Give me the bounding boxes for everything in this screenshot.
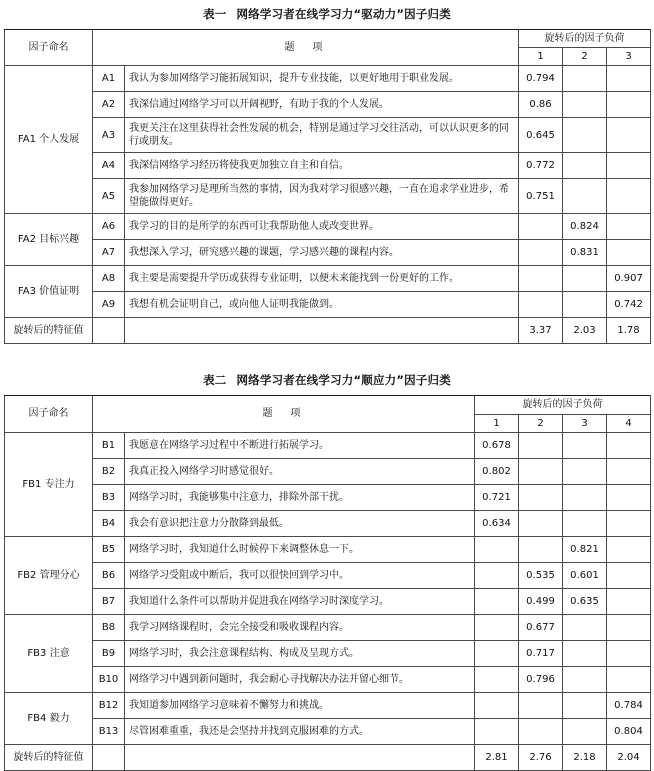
loading-value: 0.784: [607, 692, 651, 718]
item-code: B3: [93, 484, 125, 510]
loading-value: [519, 240, 563, 266]
table-1-header-col-3: 3: [607, 48, 651, 66]
loading-value: 0.804: [607, 718, 651, 744]
item-text: 我参加网络学习是理所当然的事情，因为我对学习很感兴趣，一直在追求学业进步，希望能做得更好。: [125, 179, 519, 214]
table-2-eigen-row: [5, 744, 651, 770]
item-code: A1: [93, 66, 125, 92]
eigen-value: 2.04: [607, 744, 651, 770]
loading-value: [607, 179, 651, 214]
loading-value: [607, 240, 651, 266]
loading-value: [563, 292, 607, 318]
table-block-2: [4, 366, 650, 770]
loading-value: [563, 666, 607, 692]
item-text: 我想深入学习，研究感兴趣的课题，学习感兴趣的课程内容。: [125, 240, 519, 266]
table-row: [5, 214, 651, 240]
loading-value: [563, 510, 607, 536]
loading-value: [607, 118, 651, 153]
loading-value: [475, 640, 519, 666]
table-row: [5, 66, 651, 92]
item-code: A8: [93, 266, 125, 292]
table-row: [5, 536, 651, 562]
table-1-group-2-name: FA3 价值证明: [5, 266, 93, 318]
table-1-header-row-1: [5, 30, 651, 48]
table-row: [5, 266, 651, 292]
item-text: 我深信通过网络学习可以开阔视野，有助于我的个人发展。: [125, 92, 519, 118]
item-text: 我知道参加网络学习意味着不懈努力和挑战。: [125, 692, 475, 718]
loading-value: [607, 66, 651, 92]
table-2-header-row-1: [5, 396, 651, 414]
table-2-header-col-4: 4: [607, 414, 651, 432]
table-row: [5, 666, 651, 692]
loading-value: [519, 266, 563, 292]
item-text: 我深信网络学习经历将使我更加独立自主和自信。: [125, 153, 519, 179]
loading-value: [607, 640, 651, 666]
loading-value: 0.772: [519, 153, 563, 179]
item-text: 我会有意识把注意力分散降到最低。: [125, 510, 475, 536]
table-1-eigen-label: 旋转后的特征值: [5, 318, 93, 344]
table-2-header-col-1: 1: [475, 414, 519, 432]
item-code: B7: [93, 588, 125, 614]
item-text: 我学习网络课程时，会完全接受和吸收课程内容。: [125, 614, 475, 640]
table-row: [5, 614, 651, 640]
item-code: B10: [93, 666, 125, 692]
item-text: 我认为参加网络学习能拓展知识，提升专业技能，以更好地用于职业发展。: [125, 66, 519, 92]
item-text: 我知道什么条件可以帮助并促进我在网络学习时深度学习。: [125, 588, 475, 614]
item-code: B1: [93, 432, 125, 458]
item-text: 网络学习时，我能够集中注意力，排除外部干扰。: [125, 484, 475, 510]
table-row: [5, 640, 651, 666]
loading-value: [563, 153, 607, 179]
item-text: 网络学习时，我知道什么时候停下来调整休息一下。: [125, 536, 475, 562]
table-2-group-3-name: FB4 毅力: [5, 692, 93, 744]
eigen-spacer-code: [93, 318, 125, 344]
item-code: A4: [93, 153, 125, 179]
table-1-title-number: 表一: [203, 7, 227, 21]
loading-value: 0.721: [475, 484, 519, 510]
loading-value: [607, 666, 651, 692]
loading-value: [519, 432, 563, 458]
loading-value: [563, 432, 607, 458]
loading-value: [475, 588, 519, 614]
loading-value: [607, 214, 651, 240]
loading-value: [519, 536, 563, 562]
table-row: [5, 432, 651, 458]
item-code: A6: [93, 214, 125, 240]
table-row: [5, 692, 651, 718]
loading-value: [607, 432, 651, 458]
table-2-title-text: 网络学习者在线学习力“顺应力”因子归类: [236, 373, 451, 388]
loading-value: [519, 692, 563, 718]
eigen-value: 2.76: [519, 744, 563, 770]
table-row: [5, 292, 651, 318]
item-text: 我真正投入网络学习时感觉很好。: [125, 458, 475, 484]
table-1-header-col-1: 1: [519, 48, 563, 66]
table-block-1: [4, 0, 650, 344]
table-2-header-item: 题 项: [93, 396, 475, 432]
loading-value: 0.645: [519, 118, 563, 153]
loading-value: [607, 153, 651, 179]
item-text: 我愿意在网络学习过程中不断进行拓展学习。: [125, 432, 475, 458]
loading-value: 0.796: [519, 666, 563, 692]
table-row: [5, 153, 651, 179]
loading-value: [563, 614, 607, 640]
eigen-value: 3.37: [519, 318, 563, 344]
loading-value: [607, 562, 651, 588]
eigen-spacer-item: [125, 318, 519, 344]
loading-value: [563, 92, 607, 118]
eigen-spacer-item: [125, 744, 475, 770]
loading-value: [563, 118, 607, 153]
table-row: [5, 458, 651, 484]
loading-value: [607, 92, 651, 118]
item-code: B9: [93, 640, 125, 666]
item-text: 网络学习中遇到新问题时，我会耐心寻找解决办法并留心细节。: [125, 666, 475, 692]
loading-value: [563, 266, 607, 292]
loading-value: 0.717: [519, 640, 563, 666]
loading-value: 0.802: [475, 458, 519, 484]
item-code: B2: [93, 458, 125, 484]
eigen-value: 2.03: [563, 318, 607, 344]
loading-value: 0.634: [475, 510, 519, 536]
table-row: [5, 484, 651, 510]
table-2-group-2-name: FB3 注意: [5, 614, 93, 692]
loading-value: 0.907: [607, 266, 651, 292]
eigen-spacer-code: [93, 744, 125, 770]
table-2-eigen-label: 旋转后的特征值: [5, 744, 93, 770]
table-row: [5, 718, 651, 744]
loading-value: [607, 588, 651, 614]
item-text: 尽管困难重重，我还是会坚持并找到克服困难的方式。: [125, 718, 475, 744]
eigen-value: 2.18: [563, 744, 607, 770]
table-2-header-col-2: 2: [519, 414, 563, 432]
loading-value: 0.499: [519, 588, 563, 614]
item-code: A3: [93, 118, 125, 153]
item-code: B5: [93, 536, 125, 562]
table-2-title-number: 表二: [203, 373, 227, 388]
table-2-title: [4, 366, 650, 395]
table-row: [5, 562, 651, 588]
eigen-value: 2.81: [475, 744, 519, 770]
loading-value: [563, 66, 607, 92]
item-text: 我主要是需要提升学历或获得专业证明，以便未来能找到一份更好的工作。: [125, 266, 519, 292]
table-row: [5, 179, 651, 214]
table-1-title: [4, 0, 650, 29]
item-code: B13: [93, 718, 125, 744]
table-2-header-loadings-group: 旋转后的因子负荷: [475, 396, 651, 414]
loading-value: [475, 666, 519, 692]
loading-value: 0.678: [475, 432, 519, 458]
table-gap-spacer: [4, 344, 650, 366]
item-text: 我更关注在这里获得社会性发展的机会，特别是通过学习交往活动，可以认识更多的同行或朋友。: [125, 118, 519, 153]
item-text: 网络学习受阻或中断后，我可以很快回到学习中。: [125, 562, 475, 588]
loading-value: [519, 718, 563, 744]
loading-value: [519, 458, 563, 484]
table-2-group-1-name: FB2 管理分心: [5, 536, 93, 614]
loading-value: [475, 562, 519, 588]
item-text: 我想有机会证明自己，或向他人证明我能做到。: [125, 292, 519, 318]
table-row: [5, 510, 651, 536]
item-code: A7: [93, 240, 125, 266]
table-2-header-factor-name: 因子命名: [5, 396, 93, 432]
table-1-header-col-2: 2: [563, 48, 607, 66]
loading-value: 0.601: [563, 562, 607, 588]
loading-value: 0.824: [563, 214, 607, 240]
item-text: 网络学习时，我会注意课程结构、构成及呈现方式。: [125, 640, 475, 666]
loading-value: [475, 536, 519, 562]
loading-value: [519, 510, 563, 536]
loading-value: [519, 292, 563, 318]
loading-value: [475, 614, 519, 640]
loading-value: [563, 640, 607, 666]
item-code: B4: [93, 510, 125, 536]
loading-value: 0.751: [519, 179, 563, 214]
table-1-group-0-name: FA1 个人发展: [5, 66, 93, 214]
table-1-header-item: 题 项: [93, 30, 519, 66]
eigen-value: 1.78: [607, 318, 651, 344]
item-code: A5: [93, 179, 125, 214]
table-1-title-text: 网络学习者在线学习力“驱动力”因子归类: [236, 7, 451, 21]
item-code: B12: [93, 692, 125, 718]
item-code: A9: [93, 292, 125, 318]
table-2-group-0-name: FB1 专注力: [5, 432, 93, 536]
loading-value: 0.535: [519, 562, 563, 588]
loading-value: [607, 536, 651, 562]
loading-value: [519, 214, 563, 240]
loading-value: [607, 484, 651, 510]
loading-value: [563, 692, 607, 718]
table-1-group-1-name: FA2 目标兴趣: [5, 214, 93, 266]
table-1-eigen-row: [5, 318, 651, 344]
loading-value: [475, 692, 519, 718]
table-row: [5, 240, 651, 266]
table-2: [4, 395, 651, 770]
item-code: B6: [93, 562, 125, 588]
item-code: A2: [93, 92, 125, 118]
table-1-header-loadings-group: 旋转后的因子负荷: [519, 30, 651, 48]
table-1: [4, 29, 651, 344]
loading-value: [607, 614, 651, 640]
loading-value: 0.742: [607, 292, 651, 318]
table-2-header-col-3: 3: [563, 414, 607, 432]
table-row: [5, 92, 651, 118]
loading-value: 0.677: [519, 614, 563, 640]
loading-value: [475, 718, 519, 744]
loading-value: [563, 718, 607, 744]
loading-value: 0.821: [563, 536, 607, 562]
loading-value: [563, 458, 607, 484]
loading-value: 0.831: [563, 240, 607, 266]
item-text: 我学习的目的是所学的东西可让我帮助他人或改变世界。: [125, 214, 519, 240]
loading-value: [607, 510, 651, 536]
loading-value: [563, 179, 607, 214]
loading-value: 0.635: [563, 588, 607, 614]
table-row: [5, 588, 651, 614]
loading-value: 0.794: [519, 66, 563, 92]
item-code: B8: [93, 614, 125, 640]
loading-value: [519, 484, 563, 510]
loading-value: [607, 458, 651, 484]
table-1-header-factor-name: 因子命名: [5, 30, 93, 66]
loading-value: [563, 484, 607, 510]
table-row: [5, 118, 651, 153]
loading-value: 0.86: [519, 92, 563, 118]
